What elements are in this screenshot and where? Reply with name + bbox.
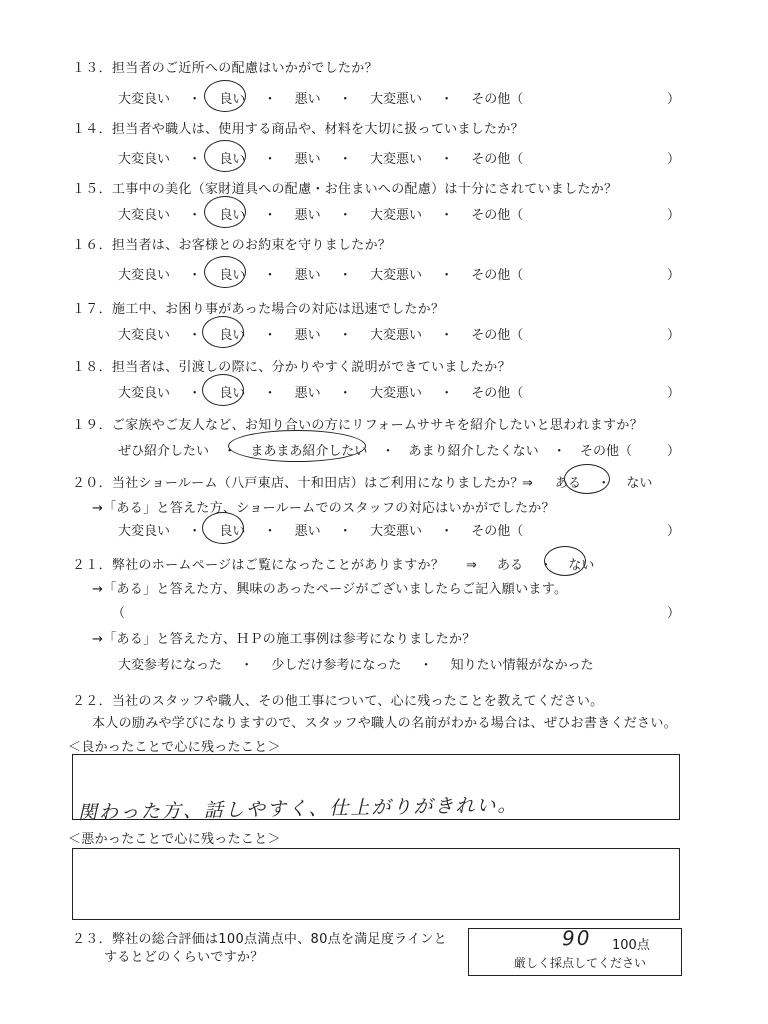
q19-paren-close: ） <box>667 444 681 459</box>
option-bad[interactable]: 悪い <box>294 524 321 539</box>
separator: ・ <box>338 92 352 107</box>
arrow-icon: ⇒ <box>522 476 533 491</box>
option-very-bad[interactable]: 大変悪い <box>369 328 422 343</box>
q21-paren-close: ） <box>667 606 681 621</box>
q20-answer <box>522 472 652 491</box>
option-good[interactable]: 良い <box>219 386 246 401</box>
separator: ・ <box>338 386 352 401</box>
option-somewhat-refer[interactable]: まあまあ紹介したい <box>250 444 368 459</box>
option-other[interactable]: その他（ <box>471 152 524 167</box>
question-14: １４．担当者や職人は、使用する商品や、材料を大切に扱っていましたか？ <box>72 122 524 137</box>
option-bad[interactable]: 悪い <box>294 268 321 283</box>
option-other[interactable]: その他（ <box>471 524 524 539</box>
good-comment-text: 関わった方、話しやすく、仕上がりがきれい。 <box>77 794 519 824</box>
separator: ・ <box>263 152 277 167</box>
separator: ・ <box>539 558 553 573</box>
question-23-cont: するとどのくらいですか？ <box>104 950 264 965</box>
separator: ・ <box>338 328 352 343</box>
q18-options <box>118 382 523 401</box>
question-13: １３．担当者のご近所への配慮はいかがでしたか？ <box>72 61 378 76</box>
separator: ・ <box>188 524 202 539</box>
option-not-refer[interactable]: あまり紹介したくない <box>408 444 539 459</box>
option-very-good[interactable]: 大変良い <box>118 328 171 343</box>
q20-followup-options <box>118 520 523 539</box>
separator: ・ <box>263 268 277 283</box>
score-note: 厳しく採点してください <box>514 956 647 970</box>
question-21: ２１．弊社のホームページはご覧になったことがありますか？ <box>72 558 445 573</box>
q17-options <box>118 324 523 343</box>
separator: ・ <box>240 658 254 673</box>
separator: ・ <box>263 208 277 223</box>
arrow-icon: ⇒ <box>466 558 477 573</box>
separator: ・ <box>223 444 237 459</box>
option-other[interactable]: その他（ <box>471 268 524 283</box>
option-no[interactable]: ない <box>568 558 595 573</box>
option-want-to-refer[interactable]: ぜひ紹介したい <box>118 444 210 459</box>
question-19: １９．ご家族やご友人など、お知り合いの方にリフォームササキを紹介したいと思われますか？ <box>72 418 643 433</box>
separator: ・ <box>188 386 202 401</box>
option-good[interactable]: 良い <box>219 208 246 223</box>
question-15: １５．工事中の美化（家財道具への配慮・お住まいへの配慮）は十分にされていましたか？ <box>72 182 618 197</box>
separator: ・ <box>552 444 566 459</box>
q15-options <box>118 204 523 223</box>
option-other[interactable]: その他（ <box>471 208 524 223</box>
option-somewhat-helpful[interactable]: 少しだけ参考になった <box>271 658 402 673</box>
option-very-good[interactable]: 大変良い <box>118 208 171 223</box>
option-yes[interactable]: ある <box>497 558 524 573</box>
option-very-bad[interactable]: 大変悪い <box>369 386 422 401</box>
bad-comment-label: ＜悪かったことで心に残ったこと＞ <box>68 832 281 847</box>
score-value: 90 <box>561 925 592 951</box>
option-very-good[interactable]: 大変良い <box>118 152 171 167</box>
option-good[interactable]: 良い <box>219 328 246 343</box>
separator: ・ <box>188 92 202 107</box>
option-very-bad[interactable]: 大変悪い <box>369 92 422 107</box>
separator: ・ <box>338 152 352 167</box>
option-good[interactable]: 良い <box>219 152 246 167</box>
option-other[interactable]: その他（ <box>471 92 524 107</box>
separator: ・ <box>419 658 433 673</box>
q20-paren-close: ） <box>667 524 681 539</box>
q16-paren-close: ） <box>667 268 681 283</box>
option-very-bad[interactable]: 大変悪い <box>369 208 422 223</box>
question-23: ２３．弊社の総合評価は100点満点中、80点を満足度ラインと <box>72 932 447 947</box>
separator: ・ <box>263 92 277 107</box>
option-very-good[interactable]: 大変良い <box>118 524 171 539</box>
q21-followup-2: →「ある」と答えた方、ＨＰの施工事例は参考になりましたか？ <box>92 632 476 647</box>
question-18: １８．担当者は、引渡しの際に、分かりやすく説明ができていましたか？ <box>72 360 511 375</box>
q14-options <box>118 148 523 167</box>
option-other[interactable]: その他（ <box>471 328 524 343</box>
option-bad[interactable]: 悪い <box>294 208 321 223</box>
separator: ・ <box>440 524 454 539</box>
separator: ・ <box>440 268 454 283</box>
option-very-good[interactable]: 大変良い <box>118 92 171 107</box>
question-16: １６．担当者は、お客様とのお約束を守りましたか？ <box>72 238 392 253</box>
bad-comment-box[interactable] <box>72 848 680 920</box>
option-other[interactable]: その他（ <box>471 386 524 401</box>
q13-paren-close: ） <box>667 92 681 107</box>
separator: ・ <box>188 328 202 343</box>
separator: ・ <box>597 476 611 491</box>
separator: ・ <box>440 386 454 401</box>
option-very-bad[interactable]: 大変悪い <box>369 268 422 283</box>
separator: ・ <box>188 152 202 167</box>
q16-options <box>118 264 523 283</box>
q18-paren-close: ） <box>667 386 681 401</box>
separator: ・ <box>440 152 454 167</box>
option-not-helpful[interactable]: 知りたい情報がなかった <box>450 658 594 673</box>
separator: ・ <box>188 268 202 283</box>
q21-followup-1: →「ある」と答えた方、興味のあったページがございましたらご記入願います。 <box>92 582 568 597</box>
question-17: １７．施工中、お困り事があった場合の対応は迅速でしたか？ <box>72 302 445 317</box>
q17-paren-close: ） <box>667 328 681 343</box>
option-good[interactable]: 良い <box>219 268 246 283</box>
question-22: ２２．当社のスタッフや職人、その他工事について、心に残ったことを教えてください。 <box>72 694 604 709</box>
question-20: ２０．当社ショールーム（八戸東店、十和田店）はご利用になりましたか？ <box>72 476 524 491</box>
separator: ・ <box>338 268 352 283</box>
q14-paren-close: ） <box>667 152 681 167</box>
q13-options <box>118 88 523 107</box>
option-very-bad[interactable]: 大変悪い <box>369 524 422 539</box>
separator: ・ <box>381 444 395 459</box>
separator: ・ <box>263 386 277 401</box>
option-very-good[interactable]: 大変良い <box>118 386 171 401</box>
separator: ・ <box>338 208 352 223</box>
good-comment-label: ＜良かったことで心に残ったこと＞ <box>68 740 281 755</box>
q19-options <box>118 440 632 459</box>
option-no[interactable]: ない <box>626 476 653 491</box>
option-good[interactable]: 良い <box>219 92 246 107</box>
option-very-bad[interactable]: 大変悪い <box>369 152 422 167</box>
q15-paren-close: ） <box>667 208 681 223</box>
option-bad[interactable]: 悪い <box>294 92 321 107</box>
separator: ・ <box>188 208 202 223</box>
separator: ・ <box>440 92 454 107</box>
q21-paren-open: （ <box>112 606 126 621</box>
option-bad[interactable]: 悪い <box>294 152 321 167</box>
option-very-helpful[interactable]: 大変参考になった <box>118 658 223 673</box>
option-good[interactable]: 良い <box>219 524 246 539</box>
q21-followup-2-options <box>118 654 594 673</box>
question-22-note: 本人の励みや学びになりますので、スタッフや職人の名前がわかる場合は、ぜひお書きください。 <box>92 716 677 731</box>
separator: ・ <box>338 524 352 539</box>
option-other[interactable]: その他（ <box>579 444 632 459</box>
option-bad[interactable]: 悪い <box>294 386 321 401</box>
separator: ・ <box>440 208 454 223</box>
option-very-good[interactable]: 大変良い <box>118 268 171 283</box>
separator: ・ <box>263 524 277 539</box>
option-yes[interactable]: ある <box>555 476 582 491</box>
score-suffix: 100点 <box>612 938 650 953</box>
separator: ・ <box>440 328 454 343</box>
q20-followup: →「ある」と答えた方、ショールームでのスタッフの対応はいかがでしたか？ <box>92 501 555 516</box>
q21-answer <box>466 554 594 573</box>
option-bad[interactable]: 悪い <box>294 328 321 343</box>
separator: ・ <box>263 328 277 343</box>
